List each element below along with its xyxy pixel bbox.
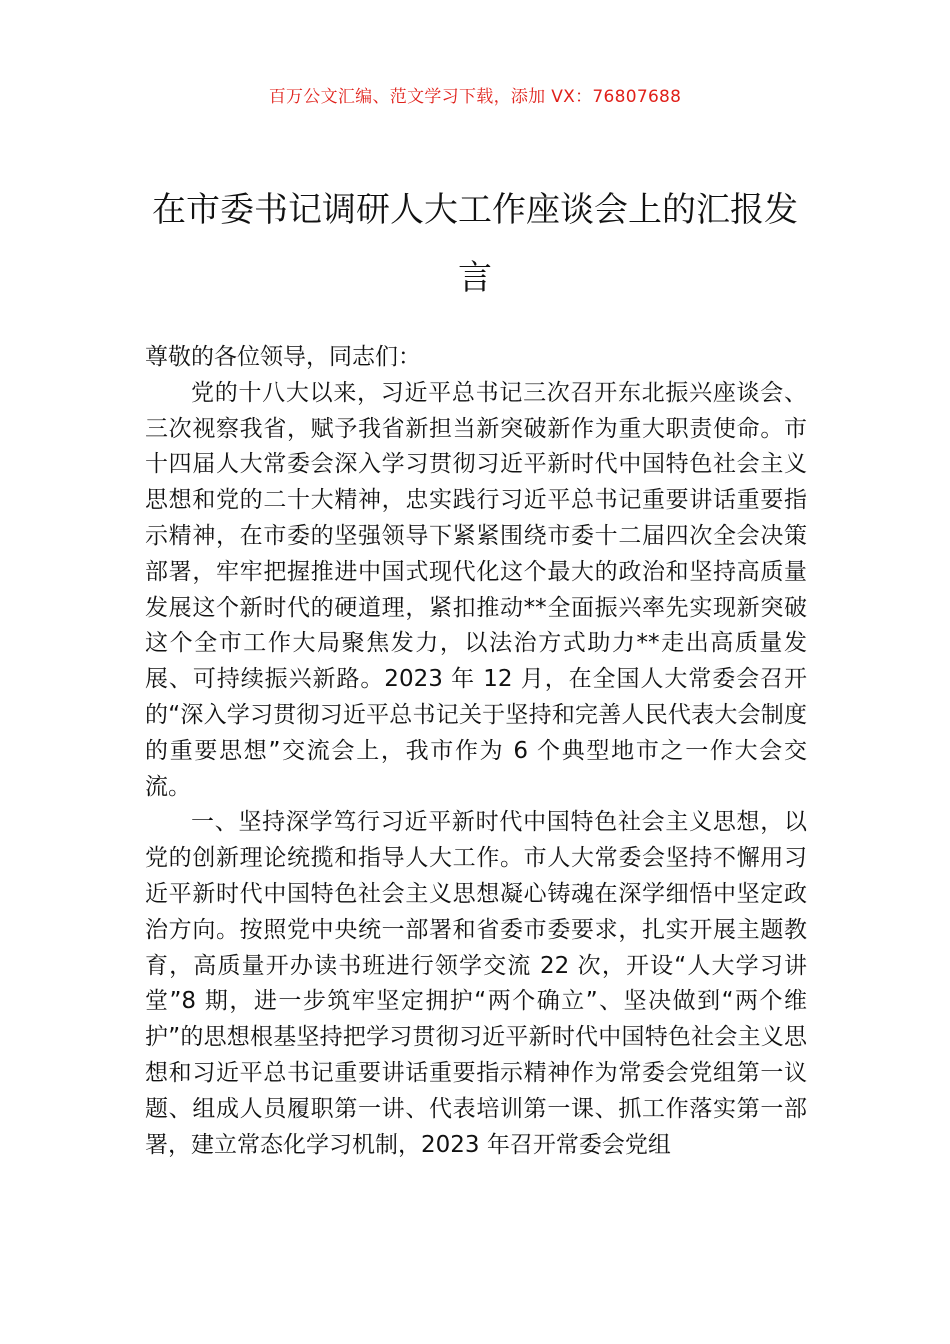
page-title: 在市委书记调研人大工作座谈会上的汇报发言 <box>152 190 798 298</box>
paragraph: 党的十八大以来，习近平总书记三次召开东北振兴座谈会、三次视察我省，赋予我省新担当新突破新作为重大职责使命。市十四届人大常委会深入学习贯彻习近平新时代中国特色社会主义思想和党的二十大精神，忠实践行习近平总书记重要讲话重要指示精神，在市委的坚强领导下紧紧围绕市委十二届四次全会决策部署，牢牢把握推进中国式现代化这个最大的政治和坚持高质量发展这个新时代的硬道理，紧扣推动**全面振兴率先实现新突破这个全市工作大局聚焦发力，以法治方式助力**走出高质量发展、可持续振兴新路。2023 年 12 月，在全国人大常委会召开的“深入学习贯彻习近平总书记关于坚持和完善人民代表大会制度的重要思想”交流会上，我市作为 6 个典型地市之一作大会交流。 <box>145 379 807 800</box>
salutation: 尊敬的各位领导，同志们： <box>145 344 421 370</box>
header-note: 百万公文汇编、范文学习下载，添加 VX：76807688 <box>268 87 682 107</box>
paragraph: 一、坚持深学笃行习近平新时代中国特色社会主义思想，以党的创新理论统揽和指导人大工作。市人大常委会坚持不懈用习近平新时代中国特色社会主义思想凝心铸魂在深学细悟中坚定政治方向。按照党中央统一部署和省委市委要求，扎实开展主题教育，高质量开办读书班进行领学交流 22 次，开设“人大学习讲堂”8 期，进一步筑牢坚定拥护“两个确立”、坚决做到“两个维护”的思想根基坚持把学习贯彻习近平新时代中国特色社会主义思想和习近平总书记重要讲话重要指示精神作为常委会党组第一议题、组成人员履职第一讲、代表培训第一课、抓工作落实第一部署，建立常态化学习机制，2023 年召开常委会党组 <box>145 809 807 1158</box>
document-body <box>145 340 807 1163</box>
